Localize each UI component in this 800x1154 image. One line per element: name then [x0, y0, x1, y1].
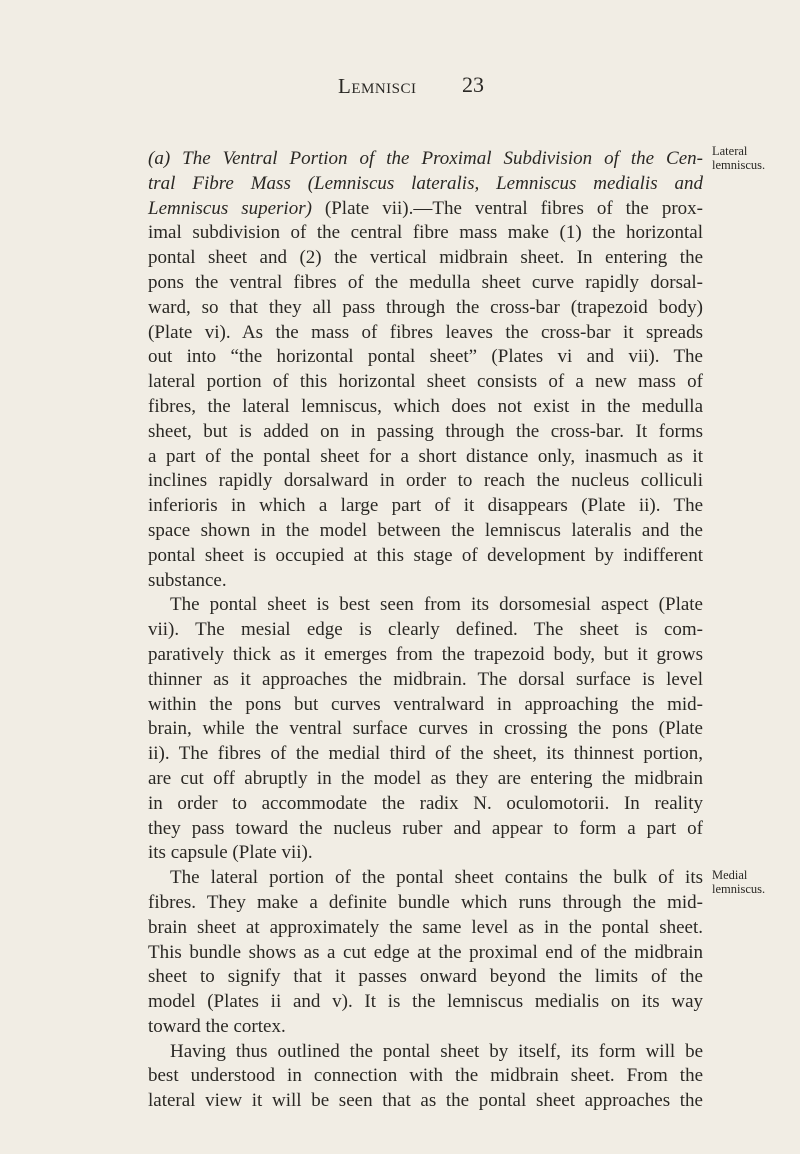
text-line: inclines rapidly dorsalward in order to reach the nucleus colliculi — [148, 470, 703, 492]
text-line: The pontal sheet is best seen from its dorsomesial aspect (Plate — [170, 594, 703, 616]
side-note-line: lemniscus. — [712, 158, 766, 172]
text-line: toward the cortex. — [148, 1015, 286, 1037]
side-note-line: lemniscus. — [712, 882, 766, 896]
text-line: pontal sheet is occupied at this stage of development by indifferent — [148, 544, 703, 566]
text-line: a part of the pontal sheet for a short distance only, inasmuch as it — [148, 445, 703, 467]
text-line: tral Fibre Mass (Lemniscus lateralis, Lemniscus medialis and — [148, 172, 703, 194]
text-line: best understood in connection with the midbrain sheet. From the — [148, 1065, 703, 1087]
text-line: fibres, the lateral lemniscus, which does not exist in the medulla — [148, 395, 703, 417]
text-line: imal subdivision of the central fibre mass make (1) the horizontal — [148, 222, 703, 244]
text-line: brain, while the ventral surface curves in crossing the pons (Plate — [148, 718, 703, 740]
text-line: sheet, but is added on in passing through the cross-bar. It forms — [148, 420, 703, 442]
text-line: This bundle shows as a cut edge at the proximal end of the midbrain — [148, 941, 703, 963]
text-line: Having thus outlined the pontal sheet by itself, its form will be — [170, 1040, 703, 1062]
text-line: ii). The fibres of the medial third of the sheet, its thinnest portion, — [148, 743, 703, 765]
text-line: its capsule (Plate vii). — [148, 842, 313, 864]
text-line: within the pons but curves ventralward in approaching the mid- — [148, 693, 703, 715]
text-line: are cut off abruptly in the model as they are entering the midbrain — [148, 767, 703, 789]
text-line: fibres. They make a definite bundle which runs through the mid- — [148, 891, 703, 913]
text-line: out into “the horizontal pontal sheet” (Plates vi and vii). The — [148, 346, 703, 368]
text-line: (a) The Ventral Portion of the Proximal Subdivision of the Cen- — [148, 148, 703, 169]
text-line: lateral portion of this horizontal sheet consists of a new mass of — [148, 371, 703, 393]
text-line: The lateral portion of the pontal sheet contains the bulk of its — [170, 867, 703, 889]
text-line: thinner as it approaches the midbrain. The dorsal surface is level — [148, 668, 703, 690]
text-line: pons the ventral fibres of the medulla sheet curve rapidly dorsal- — [148, 271, 703, 293]
text-line: sheet to signify that it passes onward beyond the limits of the — [148, 966, 703, 988]
side-note-line: Lateral — [712, 144, 748, 158]
text-line: inferioris in which a large part of it disappears (Plate ii). The — [148, 495, 703, 517]
text-line: paratively thick as it emerges from the trapezoid body, but it grows — [148, 643, 703, 665]
page-number: 23 — [462, 72, 484, 97]
text-line: (Plate vi). As the mass of fibres leaves the cross-bar it spreads — [148, 321, 703, 343]
body-text — [148, 147, 703, 1114]
text-line: brain sheet at approximately the same level as in the pontal sheet. — [148, 916, 703, 938]
running-head: Lemnisci — [338, 74, 417, 98]
page-header — [0, 66, 800, 102]
text-line: Lemniscus superior) (Plate vii).—The ventral fibres of the prox- — [148, 197, 703, 219]
text-line: they pass toward the nucleus ruber and appear to form a part of — [148, 817, 703, 839]
text-line: space shown in the model between the lemniscus lateralis and the — [148, 519, 703, 541]
text-line: ward, so that they all pass through the cross-bar (trapezoid body) — [148, 296, 703, 318]
text-line: in order to accommodate the radix N. oculomotorii. In reality — [148, 792, 703, 814]
text-line: substance. — [148, 569, 227, 591]
text-line: model (Plates ii and v). It is the lemniscus medialis on its way — [148, 991, 703, 1013]
side-note-lateral-lemniscus — [712, 144, 792, 172]
side-note-line: Medial — [712, 868, 748, 882]
text-line: lateral view it will be seen that as the pontal sheet approaches the — [148, 1090, 703, 1112]
text-line: pontal sheet and (2) the vertical midbrain sheet. In entering the — [148, 247, 703, 269]
italic-run: Lemniscus superior) — [148, 197, 312, 219]
side-note-medial-lemniscus — [712, 868, 792, 896]
text-line: vii). The mesial edge is clearly defined. The sheet is com- — [148, 619, 703, 641]
